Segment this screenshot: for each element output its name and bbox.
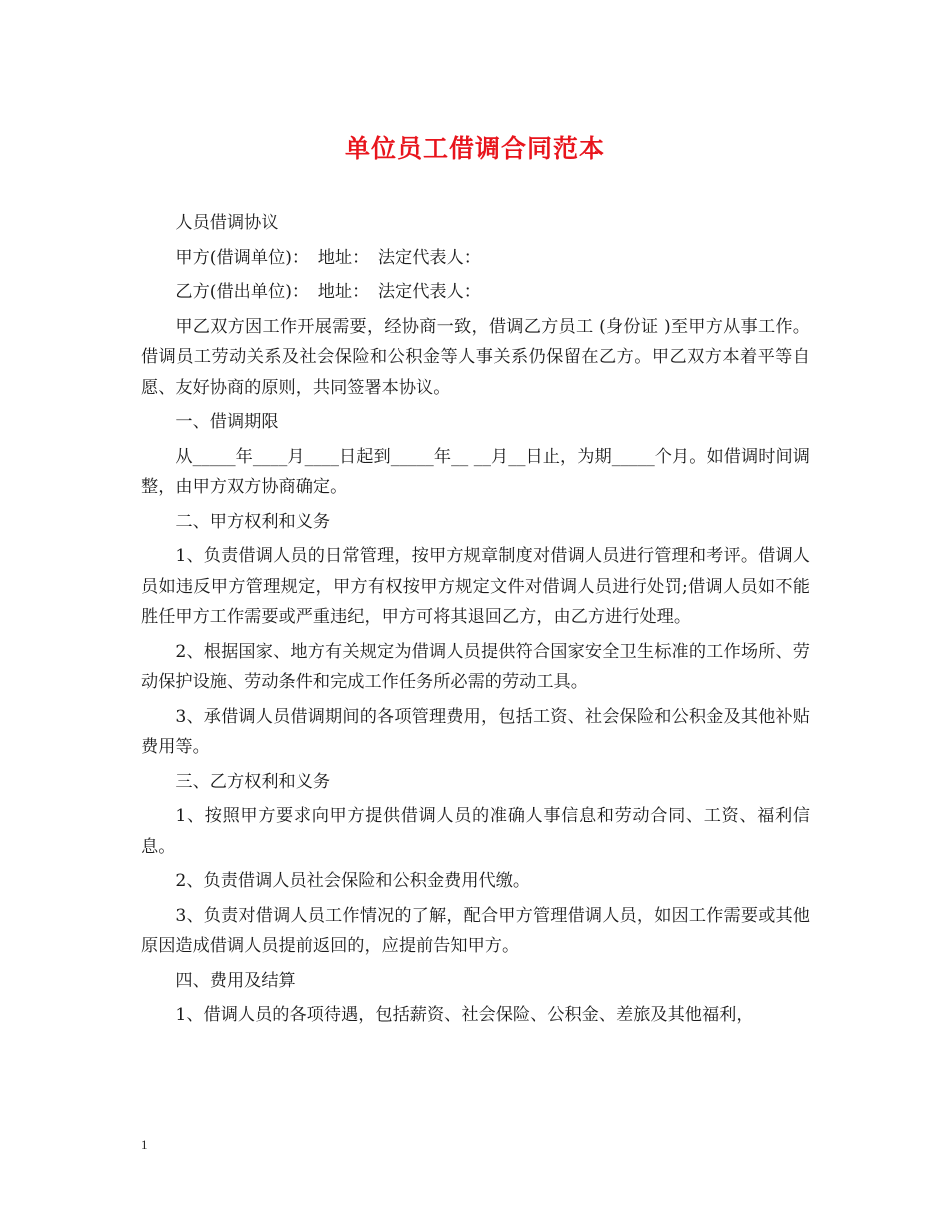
paragraph-party-a-item-3: 3、承借调人员借调期间的各项管理费用，包括工资、社会保险和公积金及其他补贴费用等。 xyxy=(141,706,810,757)
paragraph-party-a-item-2: 2、根据国家、地方有关规定为借调人员提供符合国家安全卫生标准的工作场所、劳动保护设施、劳动条件和完成工作任务所必需的劳动工具。 xyxy=(141,641,810,692)
page-number: 1 xyxy=(141,1137,148,1152)
paragraph-party-b: 乙方(借出单位)： 地址： 法定代表人： xyxy=(175,282,481,302)
section-heading-term: 一、借调期限 xyxy=(175,412,279,432)
section-heading-party-b-rights: 三、乙方权利和义务 xyxy=(175,771,331,792)
paragraph-party-b-item-2: 2、负责借调人员社会保险和公积金费用代缴。 xyxy=(175,871,531,891)
section-heading-party-a-rights: 二、甲方权利和义务 xyxy=(175,511,331,532)
section-heading-fees: 四、费用及结算 xyxy=(175,970,296,991)
paragraph-term: 从_____年____月____日起到_____年__ __月__日止，为期_____个月。如借调时间调整，由甲方双方协商确定。 xyxy=(141,446,810,497)
paragraph-agreement-heading: 人员借调协议 xyxy=(175,213,279,233)
paragraph-preamble: 甲乙双方因工作开展需要，经协商一致，借调乙方员工 (身份证 )至甲方从事工作。借调员工劳动关系及社会保险和公积金等人事关系仍保留在乙方。甲乙双方本着平等自愿、友好协商的原则，共同签署本协议。 xyxy=(141,316,810,398)
paragraph-party-a-item-1: 1、负责借调人员的日常管理，按甲方规章制度对借调人员进行管理和考评。借调人员如违反甲方管理规定，甲方有权按甲方规定文件对借调人员进行处罚;借调人员如不能胜任甲方工作需要或严重违纪，甲方可将其退回乙方，由乙方进行处理。 xyxy=(141,546,810,627)
document-title: 单位员工借调合同范本 xyxy=(344,134,605,163)
paragraph-party-a: 甲方(借调单位)： 地址： 法定代表人： xyxy=(175,247,481,268)
document-body xyxy=(141,206,810,1033)
paragraph-party-b-item-1: 1、按照甲方要求向甲方提供借调人员的准确人事信息和劳动合同、工资、福利信息。 xyxy=(141,806,810,857)
paragraph-party-b-item-3: 3、负责对借调人员工作情况的了解，配合甲方管理借调人员，如因工作需要或其他原因造成借调人员提前返回的，应提前告知甲方。 xyxy=(141,905,810,956)
paragraph-fees-item-1: 1、借调人员的各项待遇，包括薪资、社会保险、公积金、差旅及其他福利， xyxy=(175,1005,754,1025)
